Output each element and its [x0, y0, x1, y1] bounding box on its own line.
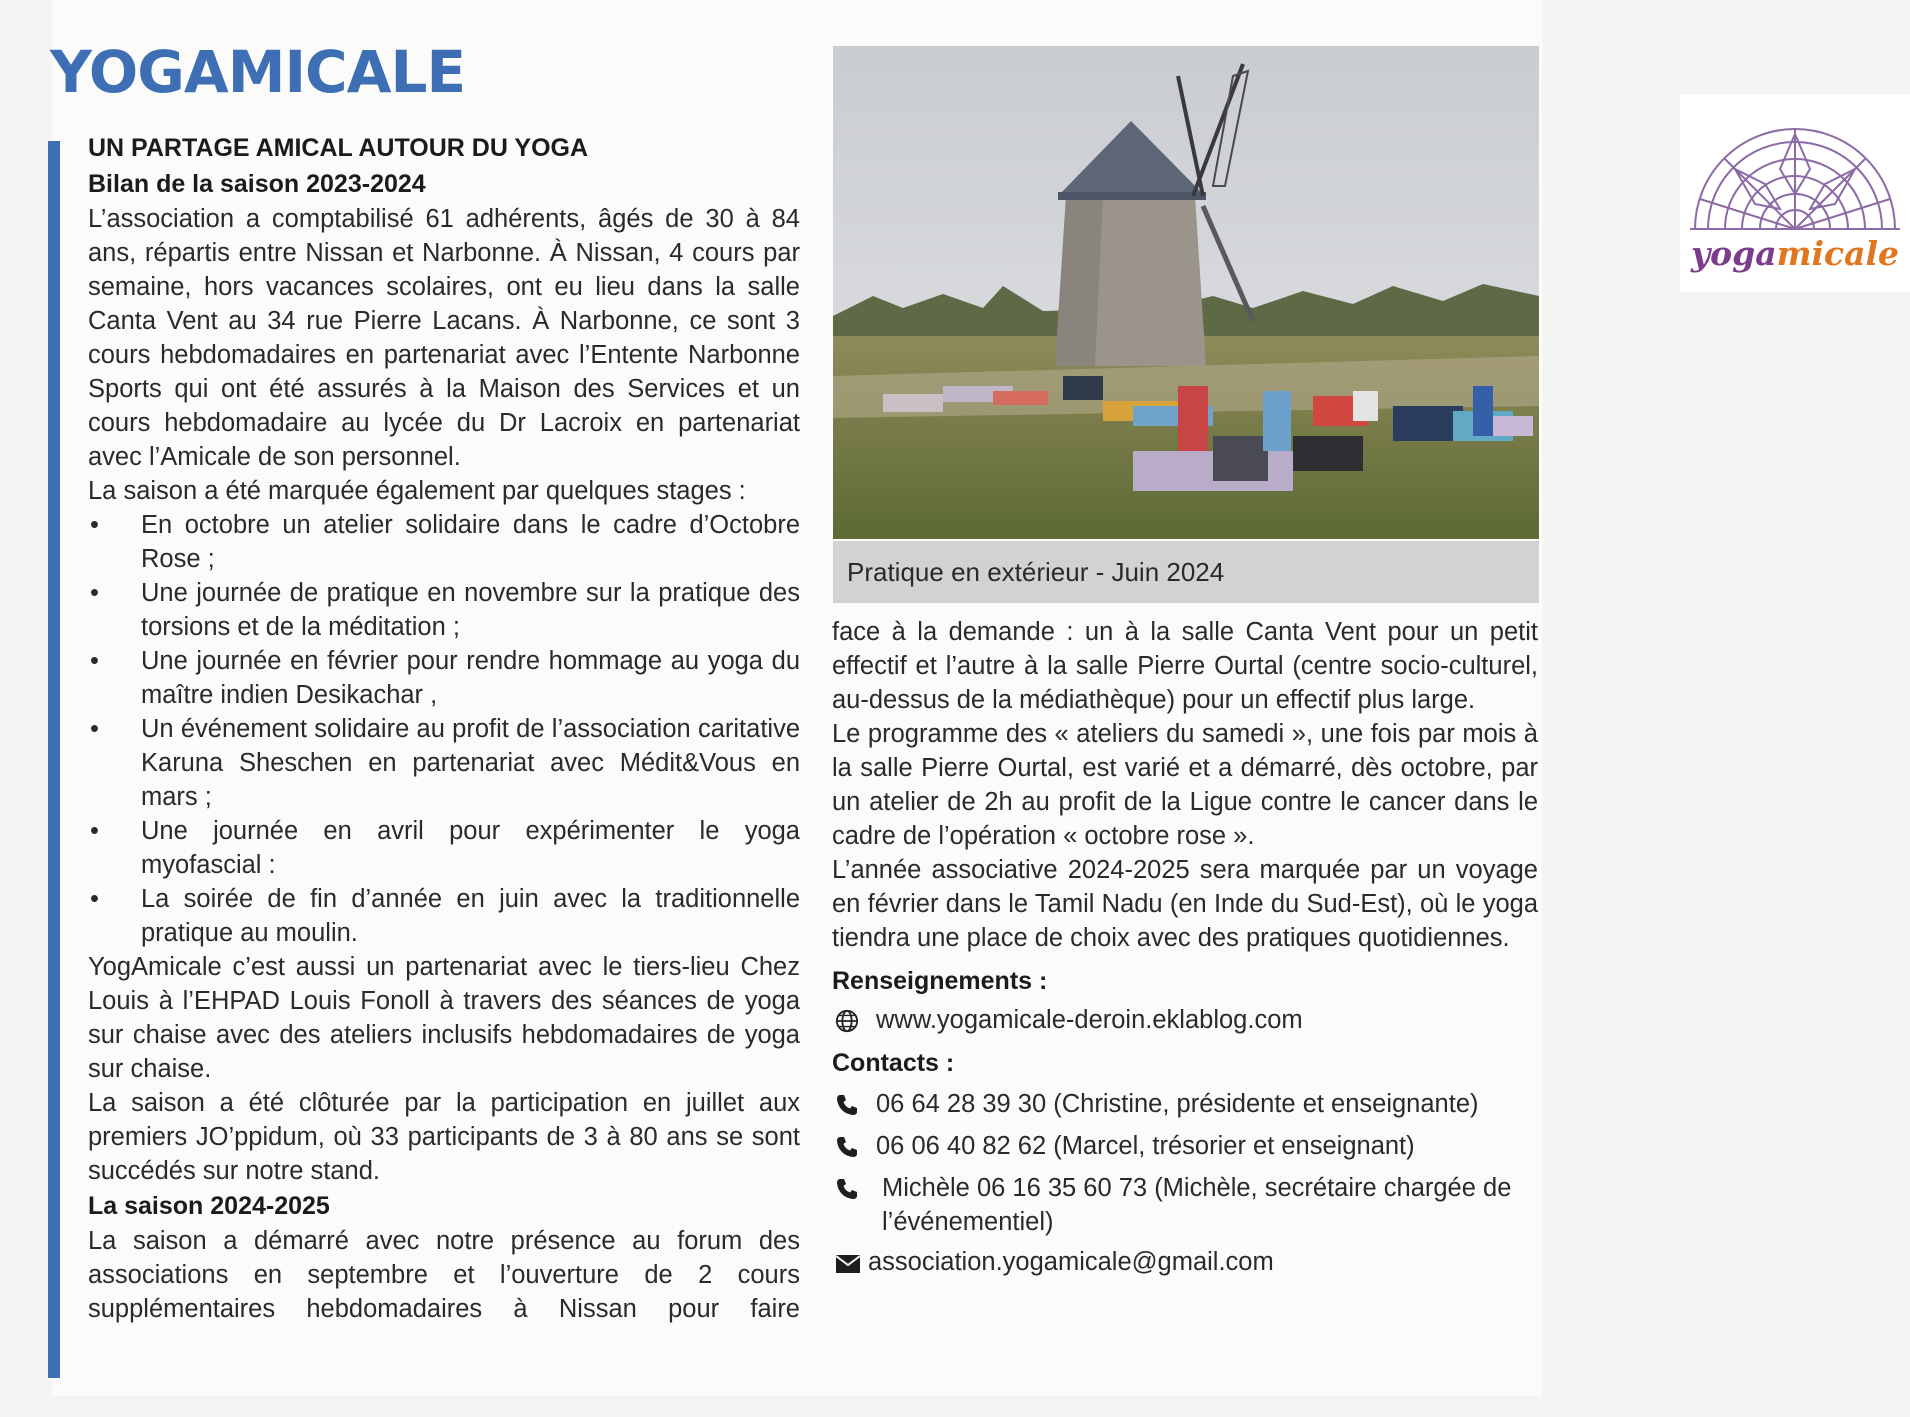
list-item-text: Une journée en février pour rendre hommage au yoga du maître indien Desikachar , — [141, 647, 800, 709]
season-2023-paragraph-1: L’association a comptabilisé 61 adhérents, âgés de 30 à 84 ans, répartis entre Nissan et Narbonne. À Nissan, 4 cours par semaine, hors vacances scolaires, ont eu lieu dans la salle Canta Vent au 34 rue Pierre Lacans. À Narbonne, ce sont 3 cours hebdomadaires en partenariat avec l’Entente Narbonne Sports qui ont été assurés à la Maison des Services et un cours hebdomadaire au lycée du Dr Lacroix en partenariat avec l’Amicale de son personnel. — [88, 205, 800, 471]
bullet-icon: • — [90, 647, 99, 675]
yogamicale-logo — [1680, 94, 1910, 292]
right-column — [832, 615, 1538, 1279]
phone-row — [832, 1087, 1538, 1121]
windmill-illustration — [833, 46, 1539, 539]
phone-row — [832, 1129, 1538, 1163]
list-item — [88, 814, 800, 882]
phone-icon — [834, 1093, 860, 1117]
phone-row — [832, 1171, 1538, 1239]
season-2024-paragraph-1b: face à la demande : un à la salle Canta Vent pour un petit effectif et l’autre à la salle Pierre Ourtal (centre socio-culturel, au-dessus de la médiathèque) pour un effectif plus large. — [832, 618, 1538, 714]
list-item — [88, 644, 800, 712]
website-row — [832, 1003, 1538, 1037]
phone-icon — [834, 1177, 860, 1201]
logo-word-yoga: yoga — [1690, 234, 1777, 273]
photo-caption-bar — [833, 541, 1539, 603]
list-item — [88, 882, 800, 950]
left-column — [88, 130, 800, 1326]
season-2023-paragraph-4: La saison a été clôturée par la participation en juillet aux premiers JO’ppidum, où 33 participants de 3 à 80 ans se sont succédés sur notre stand. — [88, 1089, 800, 1185]
stages-list — [88, 508, 800, 950]
website-link[interactable]: www.yogamicale-deroin.eklablog.com — [876, 1006, 1303, 1034]
season-2023-heading: Bilan de la saison 2023-2024 — [88, 170, 426, 198]
accent-bar — [48, 141, 60, 1378]
list-item — [88, 576, 800, 644]
photo-caption: Pratique en extérieur - Juin 2024 — [847, 557, 1225, 587]
page-title: YOGAMICALE — [50, 38, 466, 106]
logo-wordmark — [1680, 234, 1910, 274]
email-link[interactable]: association.yogamicale@gmail.com — [868, 1248, 1274, 1276]
mandala-icon — [1680, 94, 1910, 244]
list-item-text: La soirée de fin d’année en juin avec la traditionnelle pratique au moulin. — [141, 885, 800, 947]
list-item — [88, 508, 800, 576]
windmill-photo — [833, 46, 1900, 539]
info-heading: Renseignements : — [832, 967, 1048, 995]
list-item-text: En octobre un atelier solidaire dans le cadre d’Octobre Rose ; — [141, 511, 800, 573]
phone-icon — [834, 1135, 860, 1159]
phone-christine[interactable]: 06 64 28 39 30 (Christine, présidente et enseignante) — [876, 1090, 1479, 1118]
season-2023-paragraph-3: YogAmicale c’est aussi un partenariat avec le tiers-lieu Chez Louis à l’EHPAD Louis Fonoll à travers des séances de yoga sur chaise avec des ateliers inclusifs hebdomadaires de yoga sur chaise. — [88, 953, 800, 1083]
bullet-icon: • — [90, 715, 99, 743]
globe-icon — [834, 1009, 860, 1033]
season-2024-paragraph-2: Le programme des « ateliers du samedi », une fois par mois à la salle Pierre Ourtal, est varié et a démarré, dès octobre, par un atelier de 2h au profit de la Ligue contre le cancer dans le cadre de l’opération « octobre rose ». — [832, 720, 1538, 850]
season-2024-heading: La saison 2024-2025 — [88, 1192, 330, 1220]
email-row — [832, 1245, 1538, 1279]
logo-word-micale: micale — [1776, 234, 1900, 273]
mail-icon — [834, 1254, 862, 1274]
list-item — [88, 712, 800, 814]
bullet-icon: • — [90, 579, 99, 607]
phone-marcel[interactable]: 06 06 40 82 62 (Marcel, trésorier et enseignant) — [876, 1132, 1415, 1160]
season-2024-paragraph-1a: La saison a démarré avec notre présence au forum des associations en septembre et l’ouverture de 2 cours supplémentaires hebdomadaires à Nissan pour faire — [88, 1227, 800, 1323]
season-2024-paragraph-3: L’année associative 2024-2025 sera marquée par un voyage en février dans le Tamil Nadu (en Inde du Sud-Est), où le yoga tiendra une place de choix avec des pratiques quotidiennes. — [832, 856, 1538, 952]
article-subtitle: UN PARTAGE AMICAL AUTOUR DU YOGA — [88, 134, 589, 162]
bullet-icon: • — [90, 511, 99, 539]
contacts-heading: Contacts : — [832, 1049, 955, 1077]
season-2023-paragraph-2: La saison a été marquée également par quelques stages : — [88, 477, 746, 505]
phone-michele[interactable]: Michèle 06 16 35 60 73 (Michèle, secrétaire chargée de l’événementiel) — [882, 1174, 1512, 1236]
bullet-icon: • — [90, 817, 99, 845]
bullet-icon: • — [90, 885, 99, 913]
list-item-text: Un événement solidaire au profit de l’association caritative Karuna Sheschen en partenariat avec Médit&Vous en mars ; — [141, 715, 800, 811]
list-item-text: Une journée de pratique en novembre sur la pratique des torsions et de la méditation ; — [141, 579, 800, 641]
list-item-text: Une journée en avril pour expérimenter le yoga myofascial : — [141, 817, 800, 879]
